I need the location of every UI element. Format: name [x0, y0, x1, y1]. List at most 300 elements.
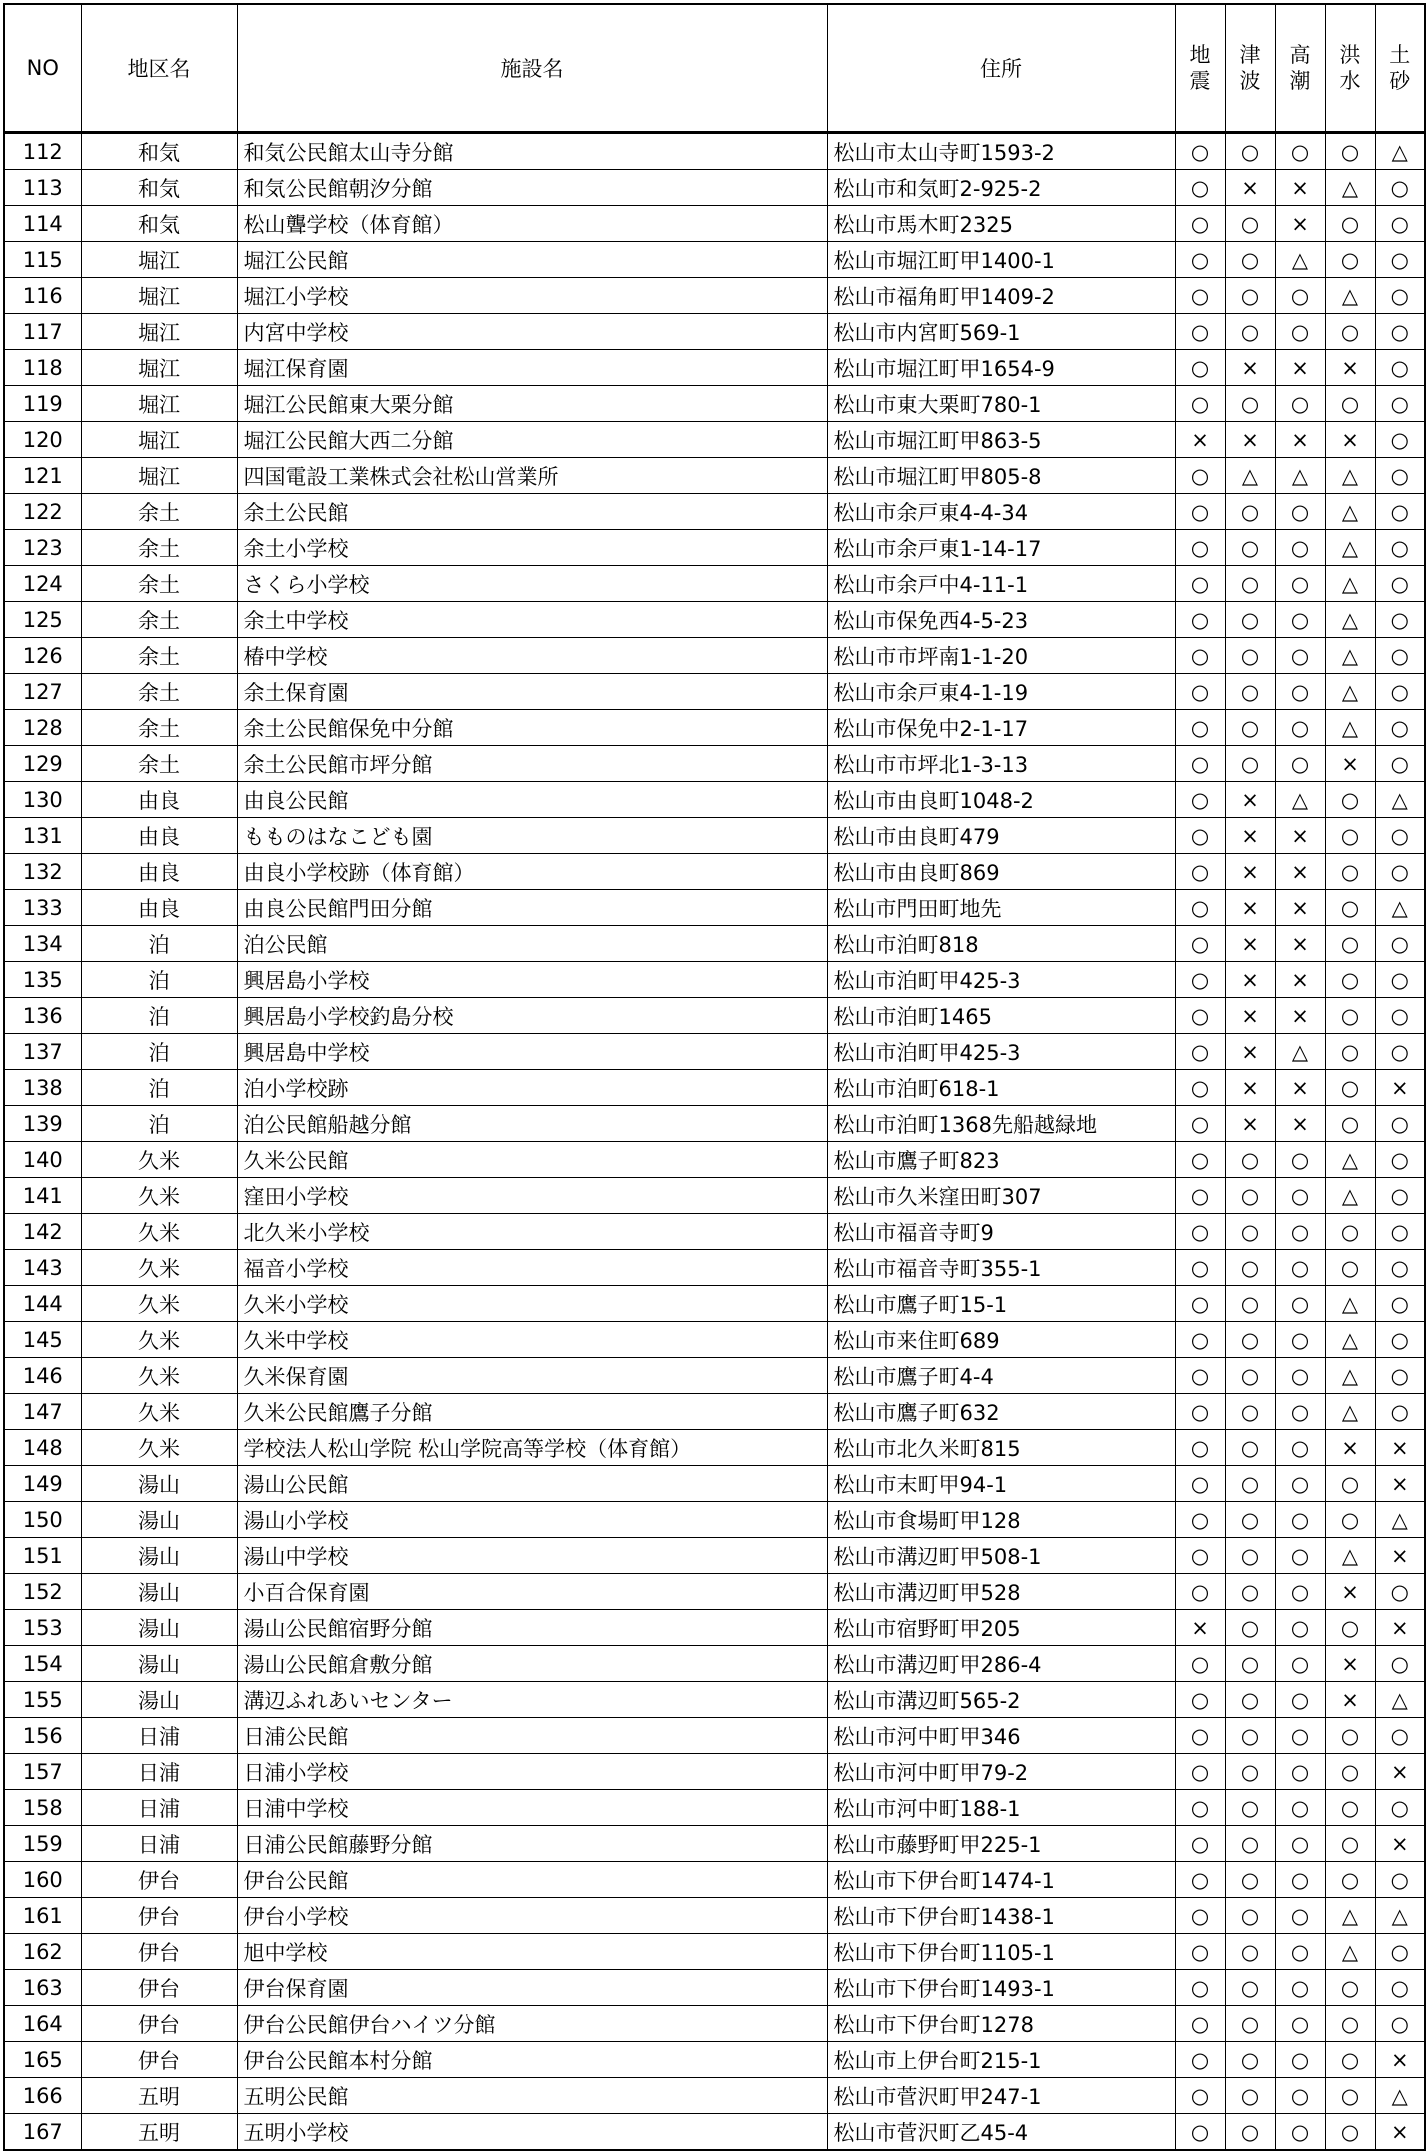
cell-tsunami: ×	[1225, 854, 1275, 890]
cell-no: 129	[4, 746, 81, 782]
cell-flood: △	[1325, 1538, 1375, 1574]
cell-no: 113	[4, 170, 81, 206]
cell-address: 松山市堀江町甲1654-9	[827, 350, 1175, 386]
cell-district: 湯山	[81, 1646, 237, 1682]
cell-landslide: △	[1375, 133, 1425, 170]
table-row	[4, 818, 1425, 854]
cell-facility: 湯山公民館	[237, 1466, 827, 1502]
cell-address: 松山市余戸中4-11-1	[827, 566, 1175, 602]
cell-facility: 興居島小学校釣島分校	[237, 998, 827, 1034]
cell-flood: ○	[1325, 854, 1375, 890]
cell-earthquake: ○	[1175, 1034, 1225, 1070]
cell-no: 126	[4, 638, 81, 674]
cell-earthquake: ○	[1175, 782, 1225, 818]
cell-district: 余土	[81, 710, 237, 746]
cell-tsunami: ○	[1225, 1826, 1275, 1862]
cell-no: 164	[4, 2006, 81, 2042]
cell-address: 松山市河中町甲346	[827, 1718, 1175, 1754]
cell-earthquake: ○	[1175, 1106, 1225, 1142]
table-row	[4, 674, 1425, 710]
cell-flood: ○	[1325, 1250, 1375, 1286]
cell-district: 堀江	[81, 314, 237, 350]
cell-facility: 興居島小学校	[237, 962, 827, 998]
cell-no: 135	[4, 962, 81, 998]
cell-earthquake: ○	[1175, 1250, 1225, 1286]
cell-district: 湯山	[81, 1502, 237, 1538]
cell-address: 松山市余戸東1-14-17	[827, 530, 1175, 566]
cell-earthquake: ○	[1175, 1538, 1225, 1574]
cell-flood: ×	[1325, 1430, 1375, 1466]
cell-landslide: ○	[1375, 1034, 1425, 1070]
cell-storm-surge: ×	[1275, 818, 1325, 854]
cell-district: 久米	[81, 1178, 237, 1214]
cell-storm-surge: ○	[1275, 1898, 1325, 1934]
cell-facility: 内宮中学校	[237, 314, 827, 350]
cell-no: 153	[4, 1610, 81, 1646]
cell-facility: 堀江公民館大西二分館	[237, 422, 827, 458]
cell-facility: 日浦小学校	[237, 1754, 827, 1790]
cell-storm-surge: ○	[1275, 1862, 1325, 1898]
cell-district: 久米	[81, 1394, 237, 1430]
header-address: 住所	[827, 4, 1175, 133]
cell-earthquake: ○	[1175, 638, 1225, 674]
cell-facility: 久米中学校	[237, 1322, 827, 1358]
table-row	[4, 1250, 1425, 1286]
cell-address: 松山市鷹子町632	[827, 1394, 1175, 1430]
cell-address: 松山市保免西4-5-23	[827, 602, 1175, 638]
cell-address: 松山市内宮町569-1	[827, 314, 1175, 350]
cell-tsunami: ○	[1225, 674, 1275, 710]
cell-district: 久米	[81, 1430, 237, 1466]
cell-flood: ×	[1325, 1646, 1375, 1682]
cell-no: 140	[4, 1142, 81, 1178]
cell-storm-surge: ×	[1275, 206, 1325, 242]
table-row	[4, 890, 1425, 926]
cell-district: 久米	[81, 1250, 237, 1286]
cell-earthquake: ○	[1175, 2078, 1225, 2114]
cell-facility: 湯山公民館宿野分館	[237, 1610, 827, 1646]
cell-storm-surge: ○	[1275, 494, 1325, 530]
cell-landslide: ○	[1375, 278, 1425, 314]
cell-facility: 余土公民館	[237, 494, 827, 530]
cell-earthquake: ○	[1175, 1466, 1225, 1502]
table-row	[4, 422, 1425, 458]
cell-no: 158	[4, 1790, 81, 1826]
table-row	[4, 1862, 1425, 1898]
cell-earthquake: ○	[1175, 1430, 1225, 1466]
cell-tsunami: ○	[1225, 1610, 1275, 1646]
cell-address: 松山市来住町689	[827, 1322, 1175, 1358]
cell-landslide: △	[1375, 2078, 1425, 2114]
cell-storm-surge: ○	[1275, 710, 1325, 746]
cell-landslide: ×	[1375, 1430, 1425, 1466]
table-row	[4, 1574, 1425, 1610]
cell-tsunami: ○	[1225, 2042, 1275, 2078]
cell-address: 松山市福音寺町9	[827, 1214, 1175, 1250]
header-flood: 洪 水	[1325, 4, 1375, 133]
cell-flood: △	[1325, 602, 1375, 638]
cell-storm-surge: ○	[1275, 2078, 1325, 2114]
cell-earthquake: ○	[1175, 1142, 1225, 1178]
cell-landslide: ○	[1375, 746, 1425, 782]
cell-no: 155	[4, 1682, 81, 1718]
cell-facility: 椿中学校	[237, 638, 827, 674]
cell-flood: ○	[1325, 1034, 1375, 1070]
cell-flood: ×	[1325, 746, 1375, 782]
cell-earthquake: ○	[1175, 170, 1225, 206]
cell-landslide: ○	[1375, 170, 1425, 206]
cell-no: 147	[4, 1394, 81, 1430]
cell-flood: ○	[1325, 1790, 1375, 1826]
cell-address: 松山市東大栗町780-1	[827, 386, 1175, 422]
table-row	[4, 1430, 1425, 1466]
table-row	[4, 1394, 1425, 1430]
cell-landslide: ×	[1375, 1754, 1425, 1790]
cell-landslide: ○	[1375, 1106, 1425, 1142]
cell-address: 松山市余戸東4-1-19	[827, 674, 1175, 710]
cell-earthquake: ○	[1175, 1322, 1225, 1358]
table-row	[4, 1034, 1425, 1070]
cell-landslide: ○	[1375, 1718, 1425, 1754]
cell-facility: 久米保育園	[237, 1358, 827, 1394]
cell-landslide: ×	[1375, 2114, 1425, 2151]
cell-facility: 泊小学校跡	[237, 1070, 827, 1106]
cell-facility: 日浦中学校	[237, 1790, 827, 1826]
cell-no: 161	[4, 1898, 81, 1934]
cell-flood: △	[1325, 1322, 1375, 1358]
cell-landslide: ○	[1375, 422, 1425, 458]
table-row	[4, 746, 1425, 782]
cell-landslide: ○	[1375, 998, 1425, 1034]
cell-tsunami: ○	[1225, 746, 1275, 782]
cell-district: 久米	[81, 1142, 237, 1178]
cell-facility: 学校法人松山学院 松山学院高等学校（体育館）	[237, 1430, 827, 1466]
cell-storm-surge: ○	[1275, 1214, 1325, 1250]
cell-tsunami: ○	[1225, 242, 1275, 278]
cell-storm-surge: ○	[1275, 530, 1325, 566]
cell-address: 松山市鷹子町823	[827, 1142, 1175, 1178]
cell-tsunami: ○	[1225, 602, 1275, 638]
table-row	[4, 1790, 1425, 1826]
cell-landslide: △	[1375, 1682, 1425, 1718]
cell-earthquake: ○	[1175, 1862, 1225, 1898]
cell-tsunami: △	[1225, 458, 1275, 494]
cell-tsunami: ○	[1225, 1250, 1275, 1286]
cell-district: 和気	[81, 206, 237, 242]
cell-landslide: ○	[1375, 818, 1425, 854]
cell-no: 132	[4, 854, 81, 890]
cell-flood: ○	[1325, 2042, 1375, 2078]
cell-facility: 五明小学校	[237, 2114, 827, 2151]
cell-district: 泊	[81, 1106, 237, 1142]
cell-earthquake: ○	[1175, 494, 1225, 530]
cell-storm-surge: △	[1275, 242, 1325, 278]
table-row	[4, 1538, 1425, 1574]
cell-district: 余土	[81, 494, 237, 530]
table-row	[4, 1070, 1425, 1106]
cell-no: 165	[4, 2042, 81, 2078]
cell-storm-surge: ×	[1275, 962, 1325, 998]
cell-earthquake: ○	[1175, 962, 1225, 998]
cell-address: 松山市下伊台町1438-1	[827, 1898, 1175, 1934]
cell-landslide: ○	[1375, 494, 1425, 530]
cell-address: 松山市太山寺町1593-2	[827, 133, 1175, 170]
cell-district: 余土	[81, 566, 237, 602]
cell-earthquake: ○	[1175, 1214, 1225, 1250]
cell-district: 由良	[81, 818, 237, 854]
cell-tsunami: ○	[1225, 1286, 1275, 1322]
cell-no: 150	[4, 1502, 81, 1538]
cell-flood: ○	[1325, 1718, 1375, 1754]
cell-facility: 泊公民館	[237, 926, 827, 962]
cell-facility: 北久米小学校	[237, 1214, 827, 1250]
cell-landslide: ○	[1375, 1358, 1425, 1394]
table-row	[4, 1646, 1425, 1682]
table-row	[4, 1718, 1425, 1754]
cell-flood: △	[1325, 710, 1375, 746]
cell-district: 伊台	[81, 1934, 237, 1970]
cell-earthquake: ○	[1175, 278, 1225, 314]
table-row	[4, 1466, 1425, 1502]
cell-no: 143	[4, 1250, 81, 1286]
cell-address: 松山市堀江町甲863-5	[827, 422, 1175, 458]
cell-no: 137	[4, 1034, 81, 1070]
cell-no: 131	[4, 818, 81, 854]
cell-address: 松山市下伊台町1278	[827, 2006, 1175, 2042]
cell-storm-surge: ○	[1275, 1502, 1325, 1538]
cell-flood: ○	[1325, 818, 1375, 854]
cell-district: 久米	[81, 1358, 237, 1394]
cell-earthquake: ○	[1175, 566, 1225, 602]
cell-landslide: ×	[1375, 1466, 1425, 1502]
cell-district: 堀江	[81, 386, 237, 422]
cell-no: 142	[4, 1214, 81, 1250]
cell-facility: 松山聾学校（体育館）	[237, 206, 827, 242]
cell-no: 124	[4, 566, 81, 602]
cell-tsunami: ○	[1225, 1970, 1275, 2006]
cell-storm-surge: ○	[1275, 1466, 1325, 1502]
cell-facility: 堀江小学校	[237, 278, 827, 314]
cell-tsunami: ×	[1225, 1034, 1275, 1070]
cell-flood: △	[1325, 1142, 1375, 1178]
cell-landslide: ○	[1375, 638, 1425, 674]
table-row	[4, 133, 1425, 170]
header-earthquake: 地 震	[1175, 4, 1225, 133]
cell-no: 136	[4, 998, 81, 1034]
cell-landslide: ○	[1375, 1286, 1425, 1322]
cell-landslide: ×	[1375, 2042, 1425, 2078]
cell-flood: △	[1325, 1898, 1375, 1934]
cell-earthquake: ○	[1175, 133, 1225, 170]
cell-district: 湯山	[81, 1574, 237, 1610]
cell-earthquake: ○	[1175, 818, 1225, 854]
cell-no: 114	[4, 206, 81, 242]
cell-tsunami: ○	[1225, 386, 1275, 422]
cell-tsunami: ○	[1225, 1142, 1275, 1178]
cell-district: 余土	[81, 602, 237, 638]
table-row	[4, 1358, 1425, 1394]
table-row	[4, 1322, 1425, 1358]
cell-flood: ○	[1325, 1214, 1375, 1250]
cell-district: 余土	[81, 530, 237, 566]
cell-address: 松山市鷹子町15-1	[827, 1286, 1175, 1322]
cell-earthquake: ○	[1175, 602, 1225, 638]
cell-flood: △	[1325, 1934, 1375, 1970]
cell-district: 余土	[81, 638, 237, 674]
cell-earthquake: ○	[1175, 1754, 1225, 1790]
cell-earthquake: ○	[1175, 1970, 1225, 2006]
table-row	[4, 1106, 1425, 1142]
cell-no: 160	[4, 1862, 81, 1898]
cell-tsunami: ○	[1225, 710, 1275, 746]
cell-tsunami: ○	[1225, 1430, 1275, 1466]
cell-earthquake: ○	[1175, 530, 1225, 566]
cell-storm-surge: ○	[1275, 133, 1325, 170]
cell-no: 134	[4, 926, 81, 962]
cell-storm-surge: ○	[1275, 566, 1325, 602]
cell-no: 156	[4, 1718, 81, 1754]
cell-district: 泊	[81, 962, 237, 998]
cell-earthquake: ○	[1175, 1394, 1225, 1430]
table-row	[4, 2114, 1425, 2151]
cell-flood: ○	[1325, 2078, 1375, 2114]
table-row	[4, 278, 1425, 314]
cell-flood: ○	[1325, 1970, 1375, 2006]
cell-tsunami: ×	[1225, 1070, 1275, 1106]
cell-address: 松山市和気町2-925-2	[827, 170, 1175, 206]
cell-address: 松山市馬木町2325	[827, 206, 1175, 242]
cell-tsunami: ○	[1225, 1574, 1275, 1610]
cell-storm-surge: ○	[1275, 386, 1325, 422]
cell-earthquake: ×	[1175, 422, 1225, 458]
cell-district: 泊	[81, 926, 237, 962]
cell-landslide: ○	[1375, 602, 1425, 638]
cell-flood: ○	[1325, 2114, 1375, 2151]
cell-flood: ○	[1325, 1466, 1375, 1502]
cell-landslide: ○	[1375, 1934, 1425, 1970]
cell-flood: ○	[1325, 1826, 1375, 1862]
cell-address: 松山市市坪北1-3-13	[827, 746, 1175, 782]
cell-storm-surge: ○	[1275, 1718, 1325, 1754]
cell-storm-surge: ×	[1275, 926, 1325, 962]
cell-flood: △	[1325, 1358, 1375, 1394]
cell-landslide: ○	[1375, 1250, 1425, 1286]
cell-tsunami: ○	[1225, 566, 1275, 602]
cell-no: 152	[4, 1574, 81, 1610]
cell-flood: ○	[1325, 314, 1375, 350]
cell-landslide: ○	[1375, 854, 1425, 890]
cell-facility: 旭中学校	[237, 1934, 827, 1970]
cell-landslide: △	[1375, 890, 1425, 926]
cell-facility: 伊台保育園	[237, 1970, 827, 2006]
cell-district: 久米	[81, 1322, 237, 1358]
cell-tsunami: ○	[1225, 1214, 1275, 1250]
cell-facility: 久米公民館	[237, 1142, 827, 1178]
cell-tsunami: ○	[1225, 1178, 1275, 1214]
table-row	[4, 1178, 1425, 1214]
table-row	[4, 1142, 1425, 1178]
cell-storm-surge: ○	[1275, 2114, 1325, 2151]
cell-tsunami: ×	[1225, 818, 1275, 854]
cell-earthquake: ○	[1175, 1178, 1225, 1214]
cell-no: 149	[4, 1466, 81, 1502]
cell-storm-surge: ○	[1275, 1142, 1325, 1178]
cell-landslide: ○	[1375, 2006, 1425, 2042]
cell-tsunami: ○	[1225, 1898, 1275, 1934]
cell-district: 余土	[81, 746, 237, 782]
cell-landslide: ×	[1375, 1538, 1425, 1574]
cell-address: 松山市由良町869	[827, 854, 1175, 890]
table-row	[4, 2078, 1425, 2114]
cell-facility: 余土公民館市坪分館	[237, 746, 827, 782]
table-header	[4, 4, 1425, 133]
cell-facility: 由良公民館門田分館	[237, 890, 827, 926]
cell-landslide: ○	[1375, 566, 1425, 602]
cell-facility: 余土小学校	[237, 530, 827, 566]
cell-facility: 伊台公民館	[237, 1862, 827, 1898]
cell-tsunami: ○	[1225, 638, 1275, 674]
cell-tsunami: ×	[1225, 782, 1275, 818]
cell-facility: 伊台公民館伊台ハイツ分館	[237, 2006, 827, 2042]
cell-address: 松山市食場町甲128	[827, 1502, 1175, 1538]
cell-address: 松山市余戸東4-4-34	[827, 494, 1175, 530]
table-row	[4, 530, 1425, 566]
cell-address: 松山市由良町479	[827, 818, 1175, 854]
table-row	[4, 242, 1425, 278]
cell-district: 日浦	[81, 1826, 237, 1862]
table-row	[4, 1898, 1425, 1934]
cell-storm-surge: ○	[1275, 1394, 1325, 1430]
cell-storm-surge: ○	[1275, 2006, 1325, 2042]
cell-storm-surge: ×	[1275, 170, 1325, 206]
cell-facility: 興居島中学校	[237, 1034, 827, 1070]
cell-storm-surge: ×	[1275, 1106, 1325, 1142]
cell-flood: ×	[1325, 1682, 1375, 1718]
cell-tsunami: ○	[1225, 1502, 1275, 1538]
table-row	[4, 170, 1425, 206]
cell-flood: ○	[1325, 1106, 1375, 1142]
cell-flood: ○	[1325, 242, 1375, 278]
cell-storm-surge: ○	[1275, 1682, 1325, 1718]
cell-storm-surge: ○	[1275, 746, 1325, 782]
cell-address: 松山市市坪南1-1-20	[827, 638, 1175, 674]
cell-earthquake: ○	[1175, 1646, 1225, 1682]
cell-no: 118	[4, 350, 81, 386]
cell-address: 松山市泊町1465	[827, 998, 1175, 1034]
cell-facility: 堀江公民館東大栗分館	[237, 386, 827, 422]
cell-facility: 由良小学校跡（体育館）	[237, 854, 827, 890]
cell-no: 125	[4, 602, 81, 638]
cell-tsunami: ○	[1225, 1862, 1275, 1898]
cell-storm-surge: ○	[1275, 1430, 1325, 1466]
cell-district: 由良	[81, 782, 237, 818]
cell-storm-surge: ○	[1275, 1358, 1325, 1394]
cell-earthquake: ○	[1175, 890, 1225, 926]
cell-flood: △	[1325, 566, 1375, 602]
cell-tsunami: ○	[1225, 1682, 1275, 1718]
cell-storm-surge: ○	[1275, 1538, 1325, 1574]
cell-no: 139	[4, 1106, 81, 1142]
cell-earthquake: ○	[1175, 2042, 1225, 2078]
table-row	[4, 2042, 1425, 2078]
cell-facility: 余土中学校	[237, 602, 827, 638]
cell-landslide: ○	[1375, 314, 1425, 350]
table-row	[4, 1214, 1425, 1250]
cell-earthquake: ○	[1175, 1682, 1225, 1718]
cell-no: 121	[4, 458, 81, 494]
cell-earthquake: ○	[1175, 1790, 1225, 1826]
cell-tsunami: ○	[1225, 1358, 1275, 1394]
